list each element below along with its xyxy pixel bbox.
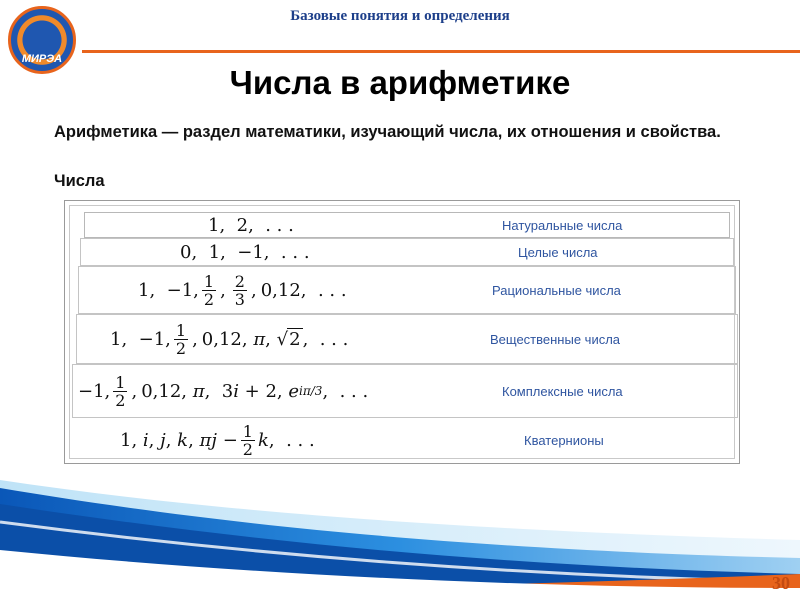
- table-row-integer: [80, 238, 734, 266]
- table-row-quaternion: [70, 418, 738, 462]
- label-complex: Комплексные числа: [502, 383, 623, 399]
- math-real: 1, −1, $\frac{1}{2}$ , 0,12, π , √ 2 , . . .: [110, 320, 349, 358]
- slide-title: Числа в арифметике: [229, 64, 571, 101]
- logo-text: МИРЭА: [21, 53, 63, 65]
- header-title: Базовые понятия и определения: [290, 8, 510, 24]
- label-real: Вещественные числа: [490, 331, 621, 347]
- numbers-label: Числа: [54, 172, 105, 190]
- math-integer: 0, 1, −1, . . .: [180, 241, 310, 263]
- definition-text: Арифметика — раздел математики, изучающий числа, их отношения и свойства.: [54, 123, 721, 141]
- label-quaternion: Кватернионы: [524, 432, 604, 448]
- table-row-natural: [84, 212, 730, 238]
- label-integer: Целые числа: [518, 244, 598, 260]
- table-row-rational: [78, 266, 736, 314]
- header-divider: [82, 50, 800, 53]
- math-natural: 1, 2, . . .: [208, 214, 294, 236]
- math-complex: −1, $\frac{1}{2}$ , 0,12, π , 3 i + 2, e iπ/3 , . . .: [78, 372, 369, 410]
- decorative-waves: [0, 470, 800, 600]
- math-rational: 1, −1, $\frac{1}{2}$ , $\frac{2}{3}$ , 0,12, . . .: [138, 271, 347, 309]
- table-row-real: [76, 314, 738, 364]
- table-row-complex: [72, 364, 738, 418]
- number-sets-table: [64, 200, 740, 464]
- label-natural: Натуральные числа: [502, 217, 623, 233]
- math-quaternion: 1, i , j , k , π j − $\frac{1}{2}$ k , . . .: [120, 421, 315, 459]
- label-rational: Рациональные числа: [492, 282, 621, 298]
- table-inner: [69, 205, 735, 459]
- page-number: 30: [772, 573, 790, 593]
